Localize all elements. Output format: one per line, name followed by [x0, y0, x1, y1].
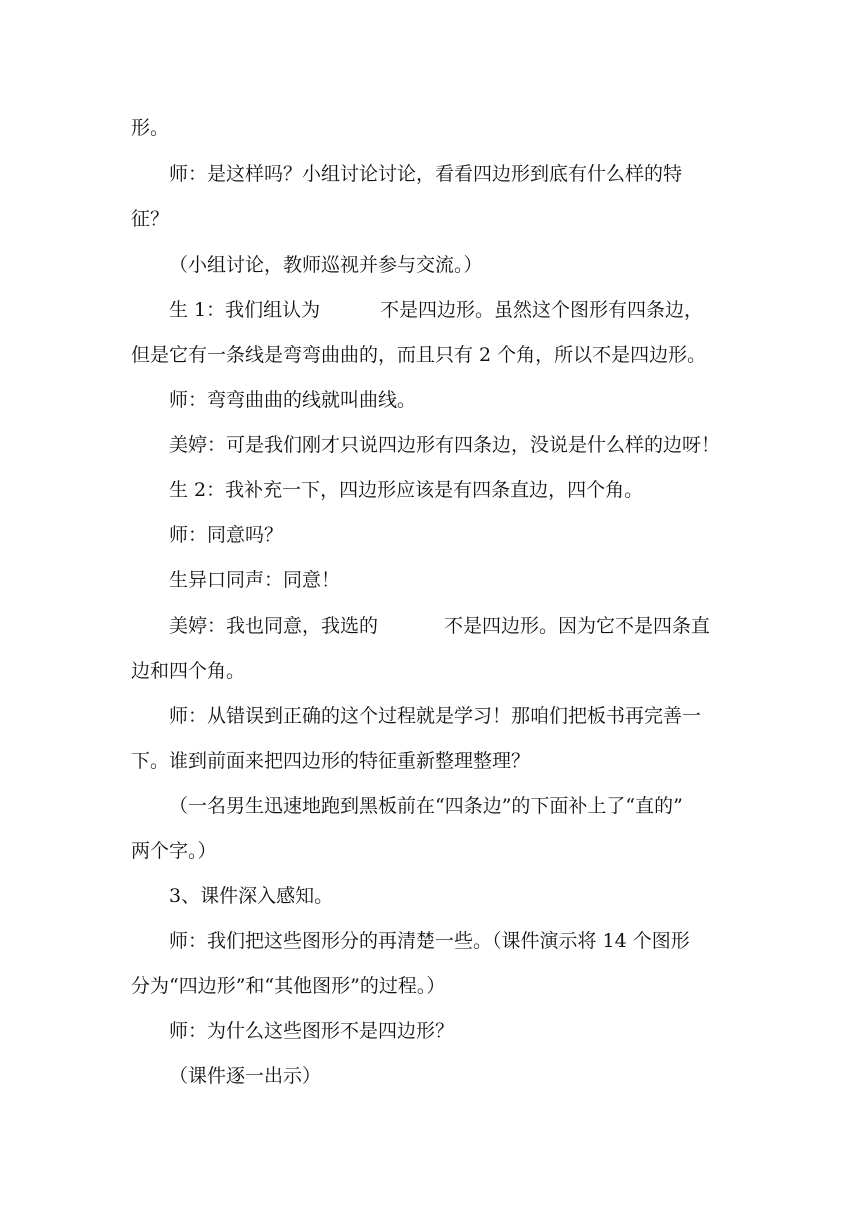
line-text: 师：我们把这些图形分的再清楚一些。（课件演示将 14 个图形 — [169, 930, 690, 952]
line-text: 美婷：我也同意，我选的 — [169, 615, 379, 637]
line-text: 美婷：可是我们刚才只说四边形有四条边，没说是什么样的边呀！ — [169, 434, 721, 456]
line-text: 生异口同声：同意！ — [169, 569, 341, 591]
line-text: 师：弯弯曲曲的线就叫曲线。 — [169, 389, 417, 411]
line-text: 但是它有一条线是弯弯曲曲的，而且只有 2 个角，所以不是四边形。 — [131, 344, 707, 366]
line-text: 形。 — [131, 117, 170, 139]
line-text: 两个字。） — [131, 840, 217, 862]
line-text: 征？ — [131, 208, 170, 230]
line-text: 分为“四边形”和“其他图形”的过程。） — [131, 975, 446, 997]
line-text: （课件逐一出示） — [169, 1065, 322, 1087]
line-text: 边和四个角。 — [131, 660, 246, 682]
line-text: 3、课件深入感知。 — [169, 885, 334, 907]
line-text: 师：为什么这些图形不是四边形？ — [169, 1020, 455, 1042]
line-text: （小组讨论，教师巡视并参与交流。） — [169, 254, 483, 276]
line-text: 不是四边形。虽然这个图形有四条边， — [380, 299, 704, 321]
line-text: 下。谁到前面来把四边形的特征重新整理整理？ — [131, 750, 531, 772]
line-text: （一名男生迅速地跑到黑板前在“四条边”的下面补上了“直的” — [169, 795, 683, 817]
line-text: 生 1：我们组认为 — [169, 299, 321, 321]
line-text: 师：是这样吗？小组讨论讨论，看看四边形到底有什么样的特 — [169, 163, 683, 185]
line-text: 生 2：我补充一下，四边形应该是有四条直边，四个角。 — [169, 479, 644, 501]
line-text: 师：从错误到正确的这个过程就是学习！那咱们把板书再完善一 — [169, 705, 702, 727]
line-text: 不是四边形。因为它不是四条直 — [444, 615, 711, 637]
line-text: 师：同意吗？ — [169, 524, 284, 546]
